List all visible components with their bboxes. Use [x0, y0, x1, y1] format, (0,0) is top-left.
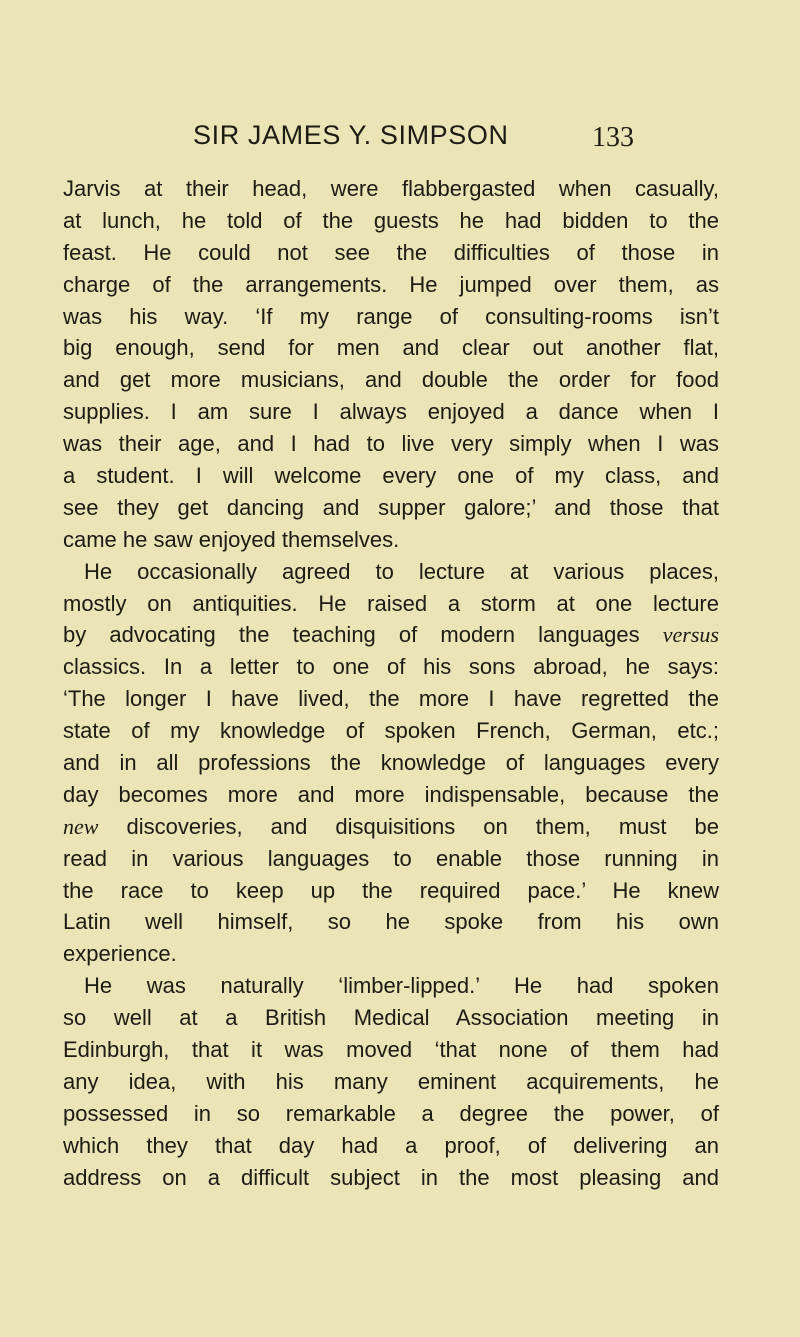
text-line: any idea, with his many eminent acquirements, he [63, 1068, 719, 1094]
text-line: classics. In a letter to one of his sons abroad, he says: [63, 654, 719, 680]
text-line: Jarvis at their head, were flabbergasted when casually, [63, 176, 719, 201]
text-line: address on a difficult subject in the most pleasing and [63, 1164, 719, 1190]
text-line-with-italic [63, 811, 719, 843]
text-line: was his way. ‘If my range of consulting-rooms isn’t [63, 303, 719, 329]
text-line: possessed in so remarkable a degree the power, of [63, 1100, 719, 1126]
paragraph-end-line: experience. [63, 941, 177, 967]
text-line: state of my knowledge of spoken French, German, etc.; [63, 718, 719, 744]
text-line: mostly on antiquities. He raised a storm at one lecture [63, 590, 719, 616]
text-line-with-italic [63, 619, 719, 651]
text-line: see they get dancing and supper galore;’ and those that [63, 494, 719, 520]
running-title: SIR JAMES Y. SIMPSON [193, 120, 509, 150]
text-line: Latin well himself, so he spoke from his own [63, 909, 719, 935]
text-segment: discoveries, and disquisitions on them, must be [98, 813, 719, 839]
text-line: and in all professions the knowledge of languages every [63, 750, 719, 776]
text-line: so well at a British Medical Association meeting in [63, 1005, 719, 1031]
text-line: ‘The longer I have lived, the more I have regretted the [63, 686, 719, 712]
text-line: big enough, send for men and clear out another flat, [63, 335, 719, 361]
page-number: 133 [592, 122, 634, 153]
text-line: at lunch, he told of the guests he had bidden to the [63, 207, 719, 233]
text-line: a student. I will welcome every one of my class, and [63, 463, 719, 489]
paragraph-start-line: He was naturally ‘limber-lipped.’ He had spoken [84, 973, 719, 999]
text-line: Edinburgh, that it was moved ‘that none of them had [63, 1037, 719, 1063]
paragraph-end-line: came he saw enjoyed themselves. [63, 526, 400, 552]
text-line: which they that day had a proof, of delivering an [63, 1132, 719, 1158]
text-line: supplies. I am sure I always enjoyed a dance when I [63, 399, 719, 425]
italic-word: new [63, 813, 99, 839]
italic-word: versus [662, 622, 719, 648]
text-line: charge of the arrangements. He jumped over them, as [63, 271, 719, 297]
paragraph-start-line: He occasionally agreed to lecture at various places, [84, 558, 719, 584]
text-line: read in various languages to enable those running in [63, 845, 719, 871]
text-line: feast. He could not see the difficulties of those in [63, 239, 719, 265]
body-text [63, 173, 719, 1194]
running-head [0, 120, 800, 160]
text-line: was their age, and I had to live very simply when I was [63, 431, 719, 457]
text-line: and get more musicians, and double the order for food [63, 367, 719, 393]
text-line: day becomes more and more indispensable, because the [63, 781, 719, 807]
text-segment: by advocating the teaching of modern languages [63, 622, 663, 648]
text-line: the race to keep up the required pace.’ He knew [63, 877, 719, 903]
